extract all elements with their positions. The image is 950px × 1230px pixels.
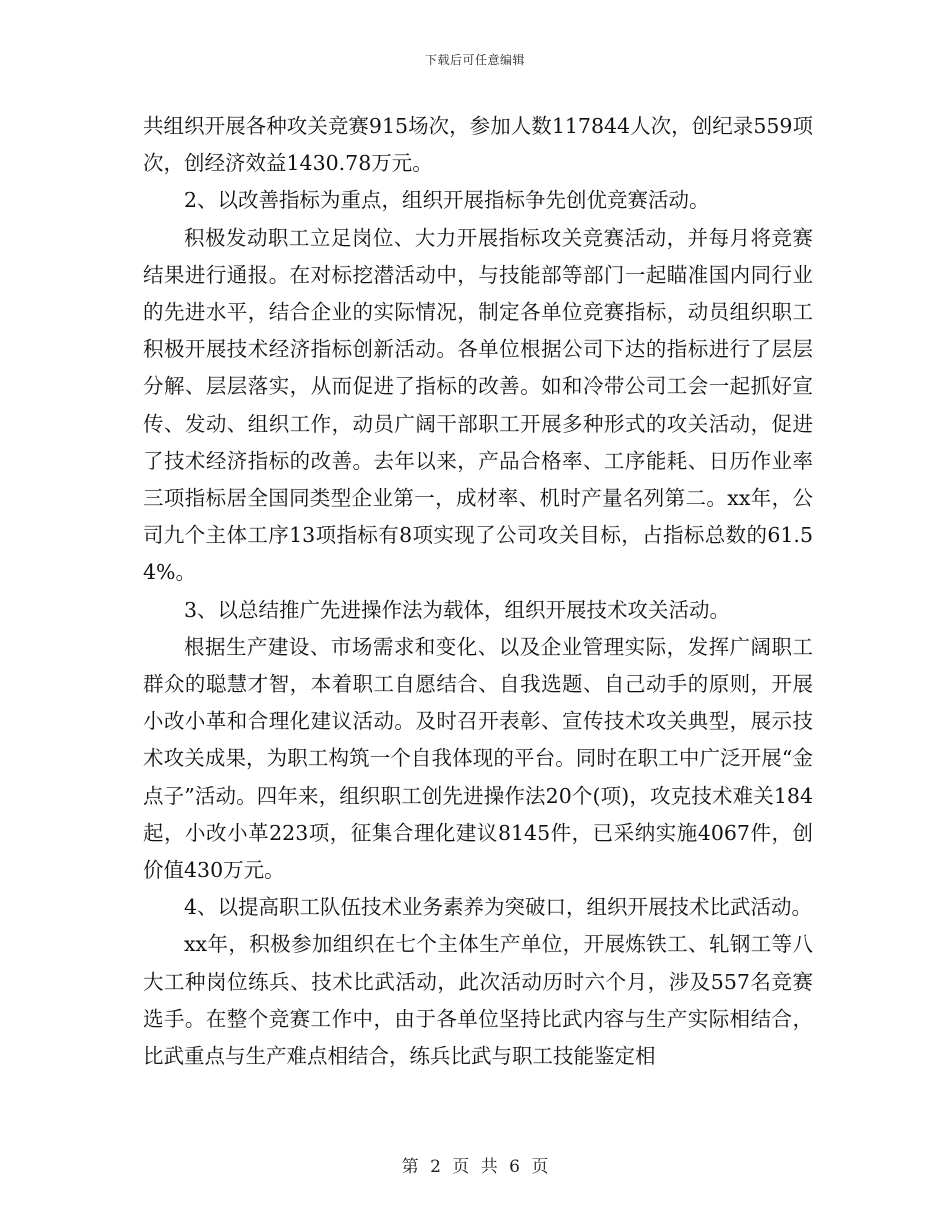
paragraph-1: 共组织开展各种攻关竞赛915场次，参加人数117844人次，创纪录559项次，创经济效益1430.78万元。 (143, 114, 813, 176)
page-header: 下载后可任意编辑 (424, 53, 525, 67)
paragraph-7: xx年，积极参加组织在七个主体生产单位，开展炼铁工、轧钢工等八大工种岗位练兵、技术比武活动，此次活动历时六个月，涉及557名竞赛选手。在整个竞赛工作中，由于各单位坚持比武内容与生产实际相结合，比武重点与生产难点相结合，练兵比武与职工技能鉴定相 (143, 932, 813, 1069)
paragraph-3: 积极发动职工立足岗位、大力开展指标攻关竞赛活动，并每月将竞赛结果进行通报。在对标挖潜活动中，与技能部等部门一起瞄准国内同行业的先进水平，结合企业的实际情况，制定各单位竞赛指标，动员组织职工积极开展技术经济指标创新活动。各单位根据公司下达的指标进行了层层分解、层层落实，从而促进了指标的改善。如和冷带公司工会一起抓好宣传、发动、组织工作，动员广阔干部职工开展多种形式的攻关活动，促进了技术经济指标的改善。去年以来，产品合格率、工序能耗、日历作业率三项指标居全国同类型企业第一，成材率、机时产量名列第二。xx年，公司九个主体工序13项指标有8项实现了公司攻关目标，占指标总数的61.54%。 (143, 225, 813, 585)
heading-4: 4、以提高职工队伍技术业务素养为突破口，组织开展技术比武活动。 (184, 895, 813, 920)
document-body (143, 108, 813, 1075)
paragraph-5: 根据生产建设、市场需求和变化、以及企业管理实际，发挥广阔职工群众的聪慧才智，本着职工自愿结合、自我选题、自己动手的原则，开展小改小革和合理化建议活动。及时召开表彰、宣传技术攻关典型，展示技术攻关成果，为职工构筑一个自我体现的平台。同时在职工中广泛开展“金点子”活动。四年来，组织职工创先进操作法20个(项)，攻克技术难关184起，小改小革223项，征集合理化建议8145件，已采纳实施4067件，创价值430万元。 (143, 634, 813, 883)
heading-2: 2、以改善指标为重点，组织开展指标争先创优竞赛活动。 (184, 188, 710, 213)
page-number-footer: 第 2 页 共 6 页 (401, 1157, 549, 1177)
heading-3: 3、以总结推广先进操作法为载体，组织开展技术攻关活动。 (184, 597, 731, 622)
